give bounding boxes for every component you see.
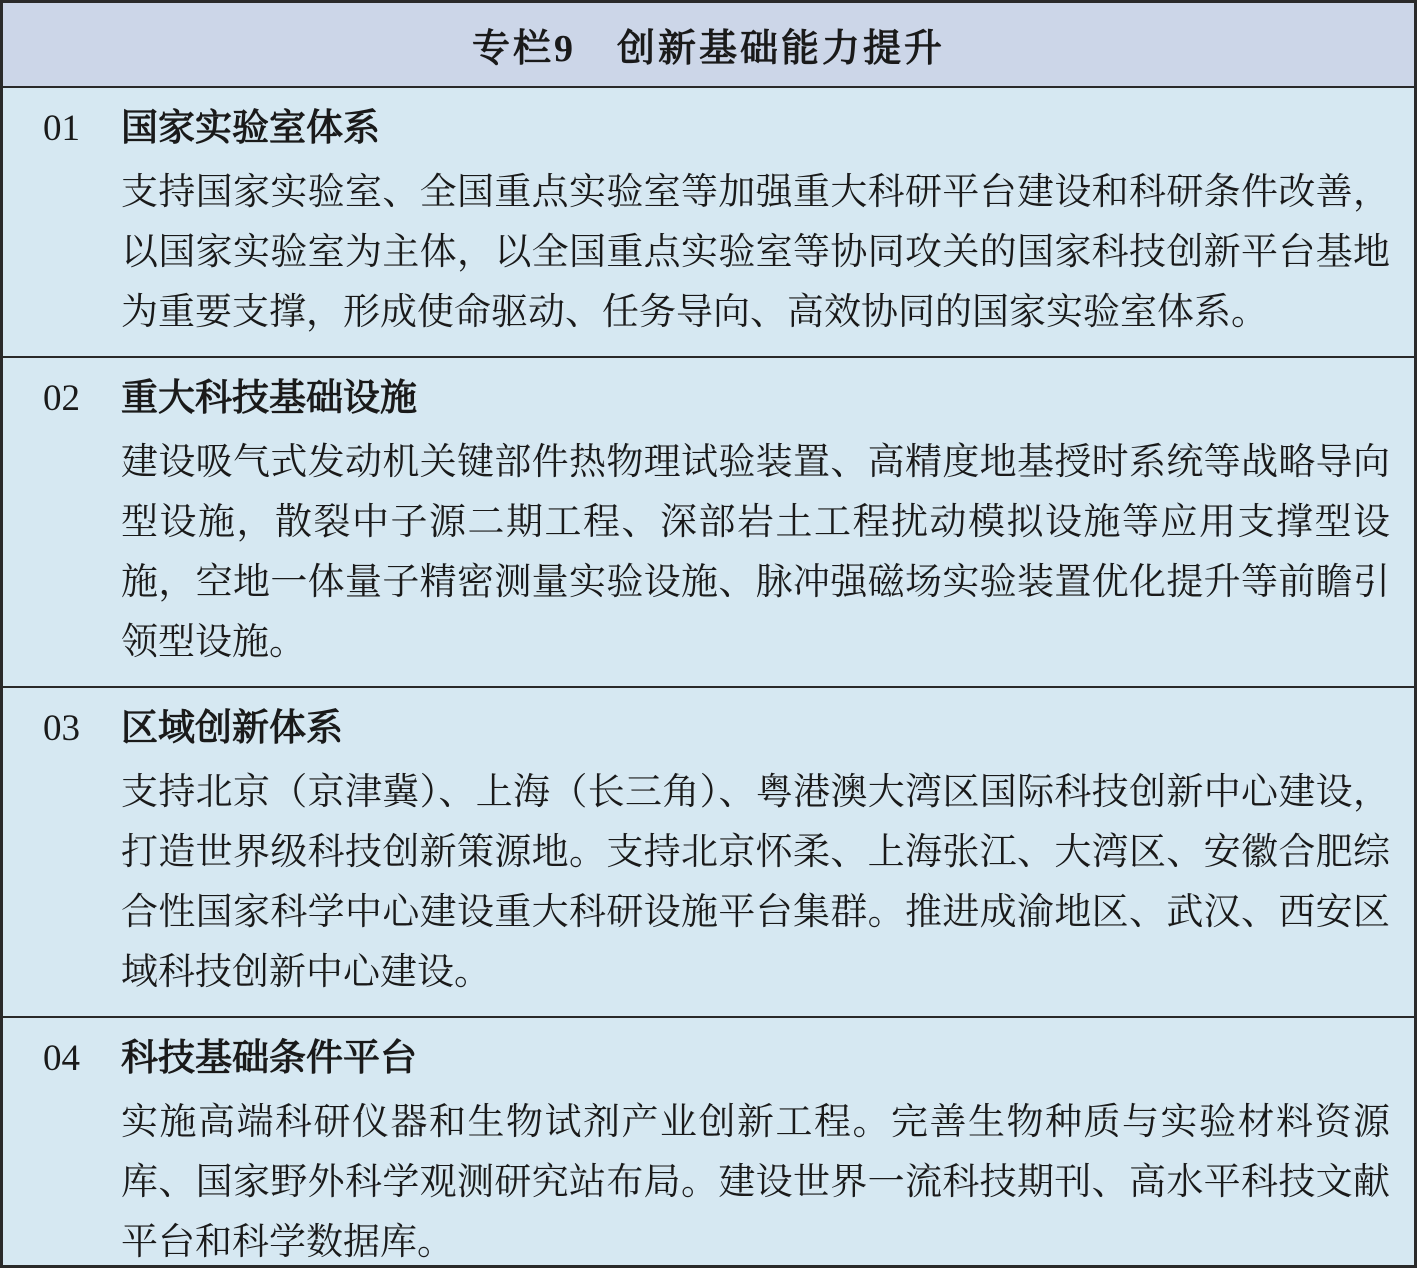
section-body: 支持北京（京津冀）、上海（长三角）、粤港澳大湾区国际科技创新中心建设，打造世界级科技创新策源地。支持北京怀柔、上海张江、大湾区、安徽合肥综合性国家科学中心建设重大科研设施平台集群。推进成渝地区、武汉、西安区域科技创新中心建设。 xyxy=(121,772,1390,993)
section-number: 04 xyxy=(43,1038,80,1079)
section-body: 支持国家实验室、全国重点实验室等加强重大科研平台建设和科研条件改善，以国家实验室为主体，以全国重点实验室等协同攻关的国家科技创新平台基地为重要支撑，形成使命驱动、任务导向、高效协同的国家实验室体系。 xyxy=(121,172,1390,333)
box-body xyxy=(3,88,1414,1268)
box-header xyxy=(3,3,1414,88)
section-body: 建设吸气式发动机关键部件热物理试验装置、高精度地基授时系统等战略导向型设施，散裂中子源二期工程、深部岩土工程扰动模拟设施等应用支撑型设施，空地一体量子精密测量实验设施、脉冲强磁场实验装置优化提升等前瞻引领型设施。 xyxy=(121,442,1390,663)
section-03 xyxy=(3,686,1414,1016)
section-number: 02 xyxy=(43,378,80,419)
section-04 xyxy=(3,1016,1414,1268)
section-content xyxy=(121,1029,1414,1268)
section-content xyxy=(121,99,1414,343)
section-title: 国家实验室体系 xyxy=(121,108,380,149)
section-title: 重大科技基础设施 xyxy=(121,378,417,419)
section-content xyxy=(121,699,1414,1003)
section-content xyxy=(121,369,1414,673)
section-02 xyxy=(3,356,1414,686)
section-title: 科技基础条件平台 xyxy=(121,1038,417,1079)
section-01 xyxy=(3,88,1414,356)
section-number: 01 xyxy=(43,108,80,149)
box-title: 专栏9 创新基础能力提升 xyxy=(471,28,945,70)
section-title: 区域创新体系 xyxy=(121,708,343,749)
section-body: 实施高端科研仪器和生物试剂产业创新工程。完善生物种质与实验材料资源库、国家野外科学观测研究站布局。建设世界一流科技期刊、高水平科技文献平台和科学数据库。 xyxy=(121,1102,1390,1263)
section-number: 03 xyxy=(43,708,80,749)
